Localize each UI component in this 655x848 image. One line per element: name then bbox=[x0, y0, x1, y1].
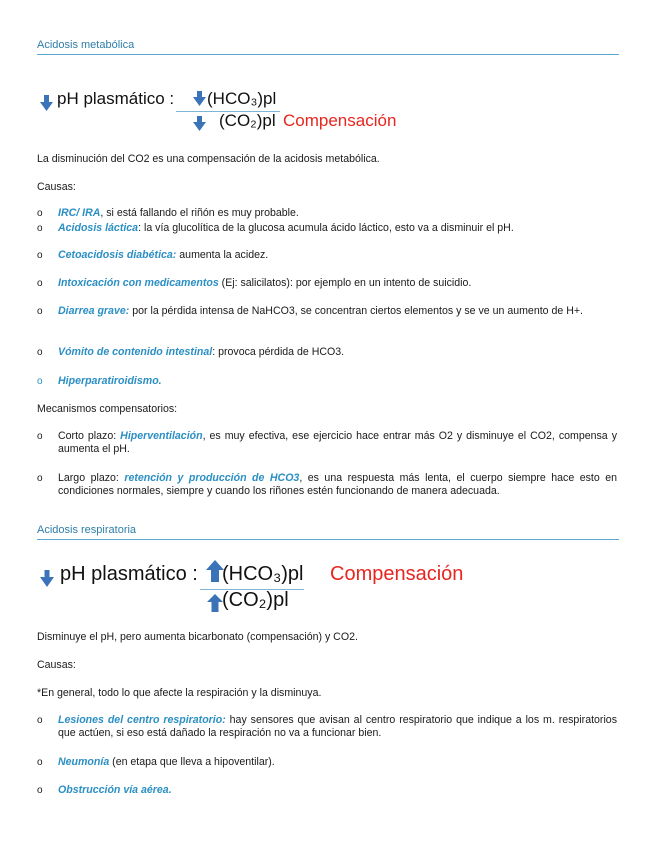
cause-keyword: Lesiones del centro respiratorio: bbox=[58, 714, 226, 726]
section-heading-metabolic bbox=[37, 39, 619, 51]
causes-label: Causas: bbox=[37, 659, 76, 671]
arrow-down-icon bbox=[193, 116, 206, 131]
section-heading-respiratory bbox=[37, 524, 619, 536]
intro-text: Disminuye el pH, pero aumenta bicarbonato (compensación) y CO2. bbox=[37, 631, 358, 643]
compensation-label: Compensación bbox=[283, 111, 397, 130]
cause-text: : provoca pérdida de HCO3. bbox=[212, 346, 345, 358]
formula-denominator: (CO₂)pl bbox=[219, 111, 276, 130]
section-heading-text: Acidosis metabólica bbox=[37, 39, 135, 51]
cause-keyword: Acidosis láctica bbox=[58, 222, 139, 234]
mechanism-text: , es una respuesta más lenta, el cuerpo siempre hace esto en condiciones normales, siempre y cuando los riñones estén funcionando de manera adecuada. bbox=[58, 472, 617, 497]
bullet-icon: o bbox=[37, 208, 43, 219]
cause-text: (en etapa que lleva a hipoventilar). bbox=[109, 756, 275, 768]
bullet-icon: o bbox=[37, 473, 43, 484]
cause-text: : la vía glucolítica de la glucosa acumula ácido láctico, esto va a disminuir el pH. bbox=[138, 222, 514, 234]
bullet-icon: o bbox=[37, 376, 43, 387]
intro-text: La disminución del CO2 es una compensación de la acidosis metabólica. bbox=[37, 153, 380, 165]
formula-numerator: (HCO₃)pl bbox=[222, 563, 304, 585]
arrow-up-icon bbox=[207, 594, 223, 612]
mechanism-keyword: retención y producción de HCO3 bbox=[124, 472, 300, 484]
bullet-icon: o bbox=[37, 715, 43, 726]
bullet-icon: o bbox=[37, 223, 43, 234]
heading-rule bbox=[37, 54, 619, 55]
mechanism-text: , es muy efectiva, ese ejercicio hace entrar más O2 y disminuye el CO2, compensa y aumenta el pH. bbox=[58, 430, 617, 455]
cause-text: (Ej: salicilatos): por ejemplo en un intento de suicidio. bbox=[218, 277, 472, 289]
bullet-icon: o bbox=[37, 278, 43, 289]
cause-keyword: Hiperparatiroidismo. bbox=[58, 375, 162, 387]
bullet-icon: o bbox=[37, 785, 43, 796]
note-text: *En general, todo lo que afecte la respiración y la disminuya. bbox=[37, 687, 322, 699]
bullet-icon: o bbox=[37, 306, 43, 317]
section-heading-text: Acidosis respiratoria bbox=[37, 524, 137, 536]
mechanisms-label: Mecanismos compensatorios: bbox=[37, 403, 178, 415]
cause-text: aumenta la acidez. bbox=[176, 249, 269, 261]
cause-keyword: Intoxicación con medicamentos bbox=[58, 277, 219, 289]
ph-label: pH plasmático : bbox=[60, 563, 198, 585]
formula-numerator: (HCO₃)pl bbox=[207, 89, 277, 108]
heading-rule bbox=[37, 539, 619, 540]
compensation-label: Compensación bbox=[330, 563, 464, 585]
bullet-icon: o bbox=[37, 757, 43, 768]
cause-keyword: Obstrucción vía aérea. bbox=[58, 784, 172, 796]
arrow-down-icon bbox=[40, 95, 53, 111]
cause-keyword: IRC/ IRA bbox=[58, 207, 101, 219]
cause-text: , si está fallando el riñón es muy probable. bbox=[100, 207, 299, 219]
cause-keyword: Neumonía bbox=[58, 756, 110, 768]
mechanism-prefix: Corto plazo: bbox=[58, 430, 121, 442]
bullet-icon: o bbox=[37, 347, 43, 358]
cause-keyword: Diarrea grave: bbox=[58, 305, 130, 317]
cause-keyword: Cetoacidosis diabética: bbox=[58, 249, 177, 261]
formula-denominator: (CO₂)pl bbox=[222, 589, 289, 611]
bullet-icon: o bbox=[37, 250, 43, 261]
arrow-down-icon bbox=[40, 570, 54, 587]
arrow-down-icon bbox=[193, 91, 206, 106]
mechanism-keyword: Hiperventilación bbox=[120, 430, 203, 442]
cause-keyword: Vómito de contenido intestinal bbox=[58, 346, 213, 358]
causes-label: Causas: bbox=[37, 181, 76, 193]
bullet-icon: o bbox=[37, 431, 43, 442]
cause-text: por la pérdida intensa de NaHCO3, se concentran ciertos elementos y se ve un aumento de H+. bbox=[129, 305, 583, 317]
ph-label: pH plasmático : bbox=[57, 89, 175, 108]
cause-text: hay sensores que avisan al centro respiratorio que indique a los m. respiratorios que actúen, si eso está dañado la respiración no va a funcionar bien. bbox=[58, 714, 617, 739]
mechanism-prefix: Largo plazo: bbox=[58, 472, 125, 484]
